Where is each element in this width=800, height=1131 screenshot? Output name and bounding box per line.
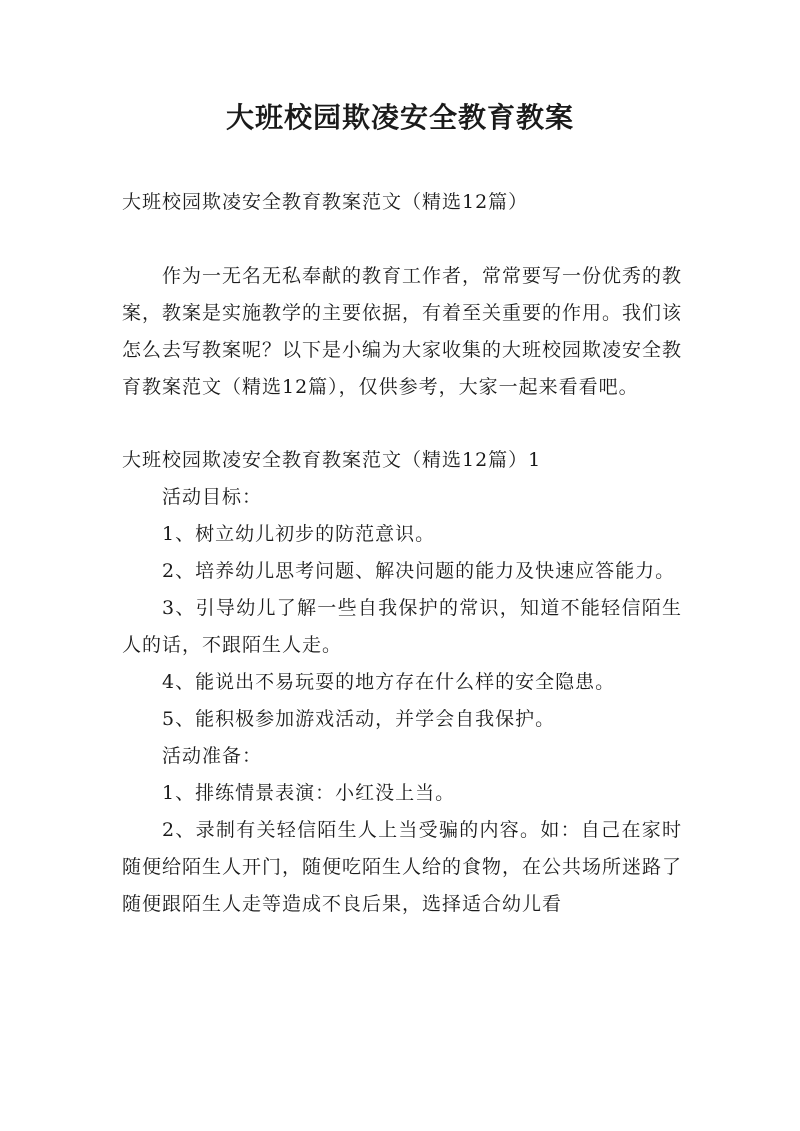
goals-label: 活动目标： <box>162 486 263 508</box>
section-heading: 大班校园欺凌安全教育教案范文（精选12篇）1 <box>122 449 542 471</box>
goal-item: 1、树立幼儿初步的防范意识。 <box>162 523 436 545</box>
goal-item: 5、能积极参加游戏活动，并学会自我保护。 <box>162 708 556 730</box>
goal-item: 4、能说出不易玩耍的地方存在什么样的安全隐患。 <box>162 671 616 693</box>
prep-item: 1、排练情景表演：小红没上当。 <box>162 782 456 804</box>
intro-paragraph: 作为一无名无私奉献的教育工作者，常常要写一份优秀的教案，教案是实施教学的主要依据，有着至关重要的作用。我们该怎么去写教案呢？以下是小编为大家收集的大班校园欺凌安全教育教案范文（精选12篇），仅供参考，大家一起来看看吧。 <box>122 265 683 398</box>
document-title: 大班校园欺凌安全教育教案 <box>225 101 574 134</box>
prep-label: 活动准备： <box>162 745 263 767</box>
prep-item: 2、录制有关轻信陌生人上当受骗的内容。如：自己在家时随便给陌生人开门，随便吃陌生人给的食物，在公共场所迷路了随便跟陌生人走等造成不良后果，选择适合幼儿看 <box>122 819 683 915</box>
goal-item: 3、引导幼儿了解一些自我保护的常识，知道不能轻信陌生人的话，不跟陌生人走。 <box>122 597 682 656</box>
document-subtitle: 大班校园欺凌安全教育教案范文（精选12篇） <box>122 191 529 213</box>
document-body <box>122 184 682 923</box>
goal-item: 2、培养幼儿思考问题、解决问题的能力及快速应答能力。 <box>162 560 676 582</box>
